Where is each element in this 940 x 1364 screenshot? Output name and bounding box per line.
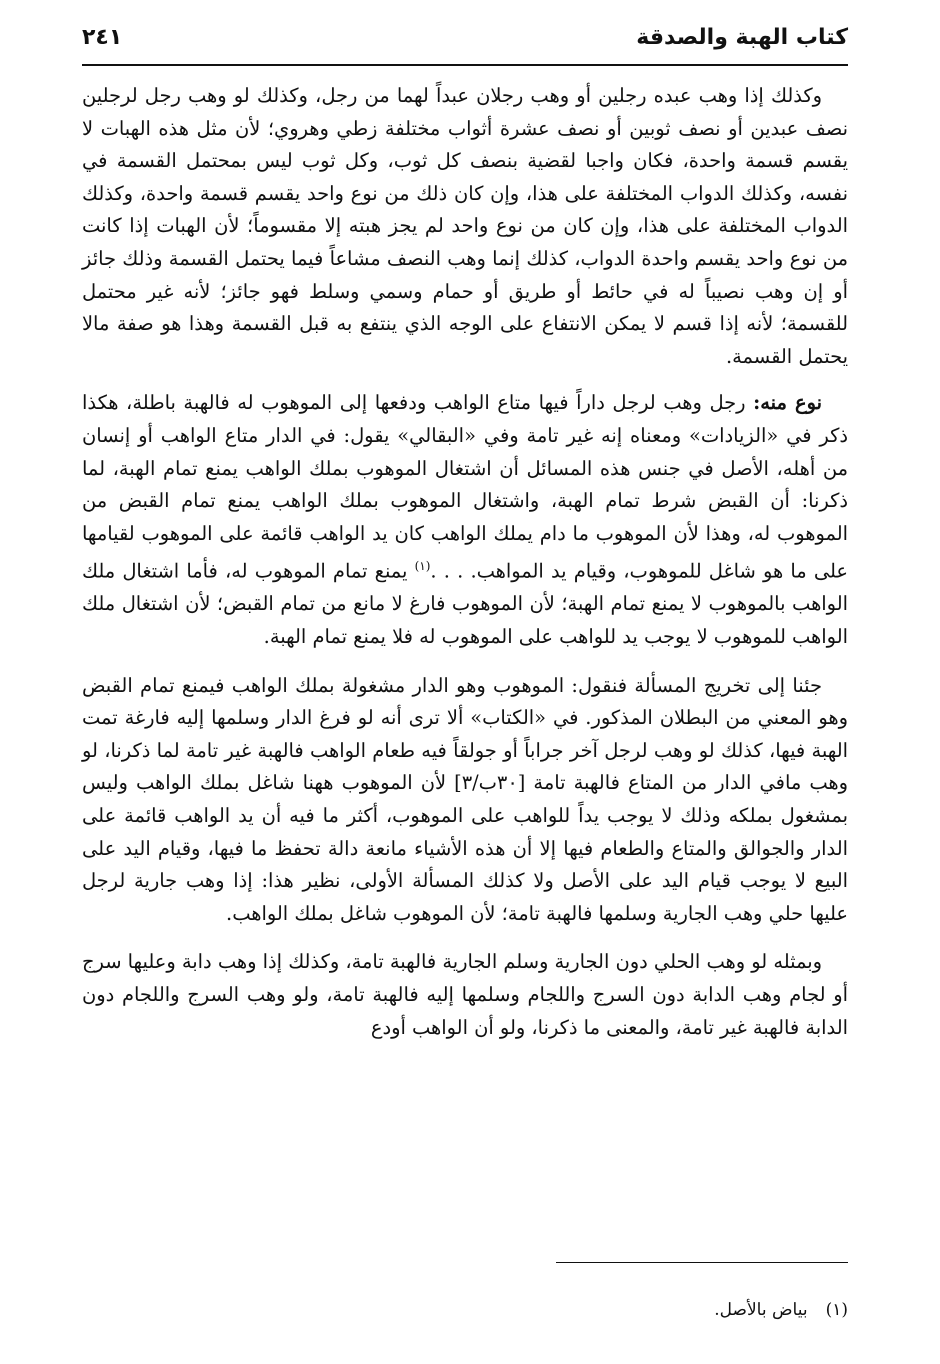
- footnote-reference[interactable]: (١): [414, 559, 431, 574]
- paragraph-text: وبمثله لو وهب الحلي دون الجارية وسلم الجارية فالهبة تامة، وكذلك إذا وهب دابة وعليها سرج أو لجام وهب الدابة دون السرج واللجام وسلمها إليه فالهبة تامة، ولو وهب السرج واللجام دون الدابة فالهبة غير تامة، والمعنى ما ذكرنا، ولو أن الواهب أودع: [82, 950, 848, 1039]
- body-text: [82, 80, 848, 1060]
- running-title: كتاب الهبة والصدقة: [636, 24, 848, 50]
- footnote: [82, 1298, 848, 1322]
- paragraph-text: يمنع تمام الموهوب له، فأما اشتغال ملك الواهب بالموهوب لا يمنع تمام الهبة؛ لأن الموهوب فارغ لا مانع من تمام القبض؛ لأن اشتغال ملك الواهب للموهوب لا يوجب يد للواهب على الموهوب له فلا يمنع تمام الهبة.: [82, 559, 848, 648]
- footnote-number: (١): [825, 1300, 848, 1320]
- paragraph-3: [82, 670, 848, 931]
- paragraph-text: رجل وهب لرجل داراً فيها متاع الواهب ودفعها إلى الموهوب له فالهبة باطلة، هكذا ذكر في «الزيادات» ومعناه إنه غير تامة وفي «البقالي» يقول: في الدار متاع الواهب أو إنسان من أهله، الأصل في جنس هذه المسائل أن اشتغال الموهوب بملك الواهب يمنع تمام الهبة، لما ذكرنا: أن القبض شرط تمام الهبة، واشتغال الموهوب بملك الواهب يمنع تمام القبض من الموهوب له، وهذا لأن الموهوب ما دام يملك الواهب كان يد الواهب قائمة على الموهوب لقيامها على ما هو شاغل للموهوب، وقيام يد المواهب. . . .: [82, 391, 848, 583]
- header-rule: [82, 64, 848, 66]
- page-number: ٢٤١: [82, 24, 123, 50]
- footnote-text: بياض بالأصل.: [714, 1300, 808, 1320]
- footnote-rule: [556, 1262, 848, 1263]
- paragraph-4: [82, 946, 848, 1044]
- paragraph-text: جئنا إلى تخريج المسألة فنقول: الموهوب وهو الدار مشغولة بملك الواهب فيمنع تمام القبض وهو المعني من البطلان المذكور. في «الكتاب» ألا ترى أنه لو فرغ الدار وسلمها إليه فارغة تمت الهبة فيها، كذلك لو وهب لرجل آخر جراباً أو جولقاً فيه طعام الواهب فالهبة غير تامة لما ذكرنا، لو وهب مافي الدار من المتاع فالهبة تامة [٣٠ب/٣] لأن الموهوب ههنا شاغل بملك الواهب وليس بمشغول بملكه وذلك لا يوجب يداً للواهب على الموهوب، أكثر ما فيه أن يد الواهب قائمة على الدار والجوالق والمتاع والطعام فيها إلا أن هذه الأشياء مانعة دالة تحفظ ما فيها، وقيام اليد على البيع لا يوجب قيام اليد على الأصل ولا كذلك المسألة الأولى، نظير هذا: إذا وهب جارية لرجل عليها حلي وهب الجارية وسلمها فالهبة تامة؛ لأن الموهوب شاغل بملك الواهب.: [82, 673, 848, 925]
- paragraph-1: [82, 80, 848, 373]
- section-lead: نوع منه:: [753, 391, 822, 415]
- paragraph-text: وكذلك إذا وهب عبده رجلين أو وهب رجلان عبداً لهما من رجل، وكذلك لو وهب رجل لرجلين نصف عبدين أو نصف ثوبين أو نصف عشرة أثواب مختلفة زطي وهروي؛ لأن مثل هذه الهبات لا يقسم قسمة واحدة، فكان واجبا لقضية بنصف كل ثوب، وكل ثوب ليس بمحتمل القسمة في نفسه، وكذلك الدواب المختلفة على هذا، وإن كان ذلك من نوع واحد يقسم قسمة واحدة، وكذلك الدواب المختلفة على هذا، وإن كان من نوع واحد لم يجز هبته إلا مقسوماً؛ لأن الهبات إذا كانت من نوع واحد يقسم واحدة الدواب، كذلك إنما وهب النصف مشاعاً فيما يحتمل القسمة وذلك جائز أو إن وهب نصيباً له في حائط أو طريق أو حمام وسمي وسلط فهو جائز؛ لأنه غير محتمل للقسمة؛ لأنه إذا قسم لا يمكن الانتفاع على الوجه الذي ينتفع به قبل القسمة وهذا هو صفة مالا يحتمل القسمة.: [82, 84, 848, 368]
- paragraph-2: [82, 387, 848, 653]
- page-header: [82, 16, 848, 58]
